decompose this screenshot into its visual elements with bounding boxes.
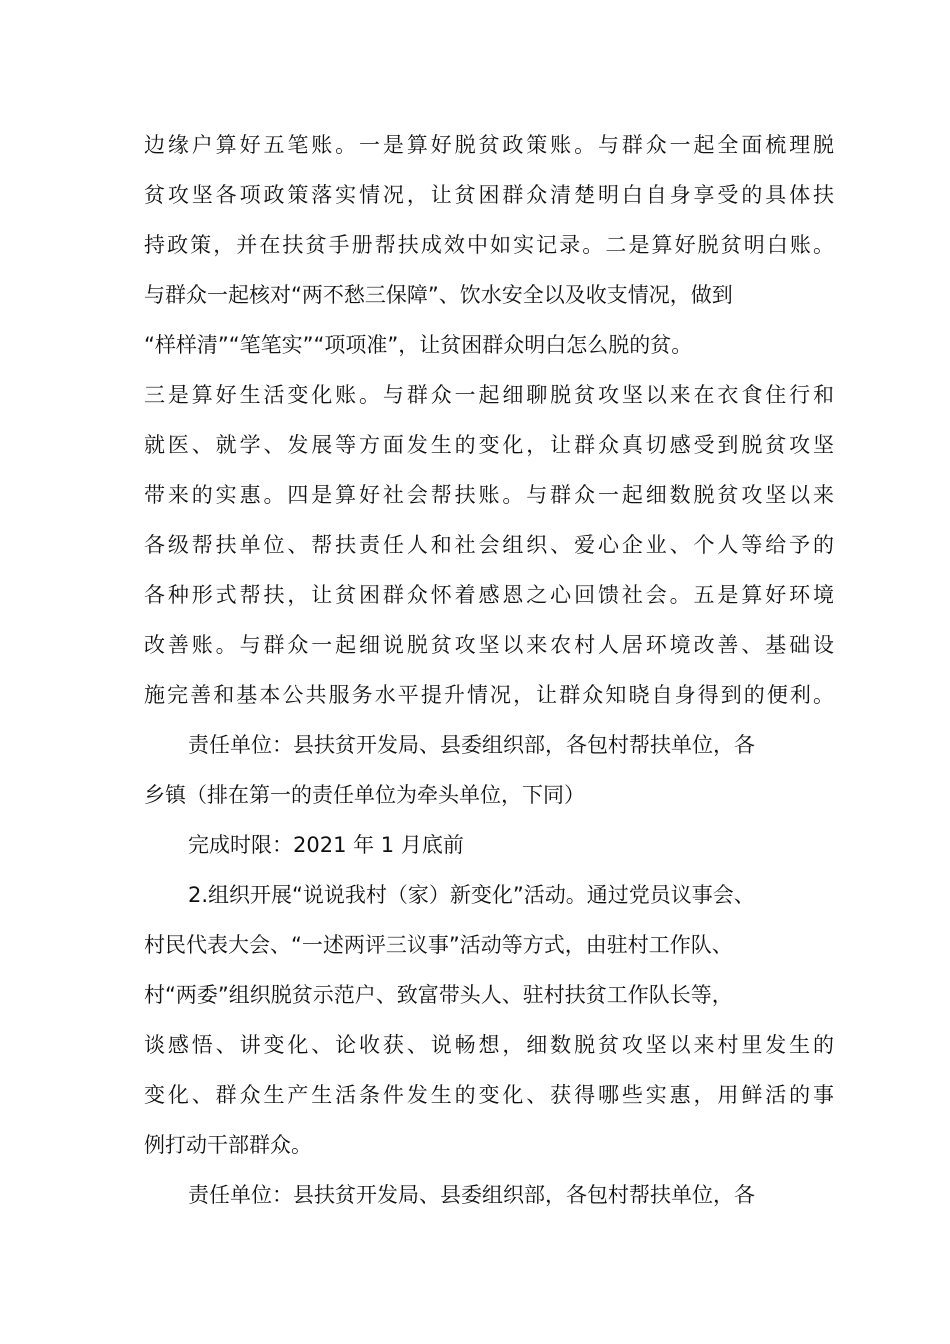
responsible-unit-line: 乡镇（排在第一的责任单位为牵头单位，下同） bbox=[144, 783, 585, 807]
text-line: 各级帮扶单位、帮扶责任人和社会组织、爱心企业、个人等给予的 bbox=[144, 533, 834, 557]
text-line: 例打动干部群众。 bbox=[144, 1133, 312, 1157]
text-line: 边缘户算好五笔账。一是算好脱贫政策账。与群众一起全面梳理脱 bbox=[144, 133, 834, 157]
text-line: 村“两委”组织脱贫示范户、致富带头人、驻村扶贫工作队长等， bbox=[144, 983, 733, 1007]
text-line: 就医、就学、发展等方面发生的变化，让群众真切感受到脱贫攻坚 bbox=[144, 433, 834, 457]
responsible-unit-line: 责任单位：县扶贫开发局、县委组织部，各包村帮扶单位，各 bbox=[188, 1183, 755, 1207]
text-line: “样样清”“笔笔实”“项项准”，让贫困群众明白怎么脱的贫。 bbox=[144, 333, 693, 357]
text-line: 各种形式帮扶，让贫困群众怀着感恩之心回馈社会。五是算好环境 bbox=[144, 583, 834, 607]
text-line: 谈感悟、讲变化、论收获、说畅想，细数脱贫攻坚以来村里发生的 bbox=[144, 1033, 834, 1057]
text-line: 带来的实惠。四是算好社会帮扶账。与群众一起细数脱贫攻坚以来 bbox=[144, 483, 834, 507]
text-line: 与群众一起核对“两不愁三保障”、饮水安全以及收支情况，做到 bbox=[144, 283, 733, 307]
text-line: 三是算好生活变化账。与群众一起细聊脱贫攻坚以来在衣食住行和 bbox=[144, 383, 834, 407]
responsible-unit-line: 责任单位：县扶贫开发局、县委组织部，各包村帮扶单位，各 bbox=[188, 733, 755, 757]
text-line: 村民代表大会、“一述两评三议事”活动等方式，由驻村工作队、 bbox=[144, 933, 733, 957]
text-line: 变化、群众生产生活条件发生的变化、获得哪些实惠，用鲜活的事 bbox=[144, 1083, 834, 1107]
text-line: 贫攻坚各项政策落实情况，让贫困群众清楚明白自身享受的具体扶 bbox=[144, 183, 834, 207]
deadline-line: 完成时限：2021 年 1 月底前 bbox=[188, 833, 464, 857]
text-line: 持政策，并在扶贫手册帮扶成效中如实记录。二是算好脱贫明白账。 bbox=[144, 233, 834, 257]
section-heading-line: 2.组织开展“说说我村（家）新变化”活动。通过党员议事会、 bbox=[188, 883, 755, 907]
text-line: 改善账。与群众一起细说脱贫攻坚以来农村人居环境改善、基础设 bbox=[144, 633, 834, 657]
text-line: 施完善和基本公共服务水平提升情况，让群众知晓自身得到的便利。 bbox=[144, 683, 834, 707]
